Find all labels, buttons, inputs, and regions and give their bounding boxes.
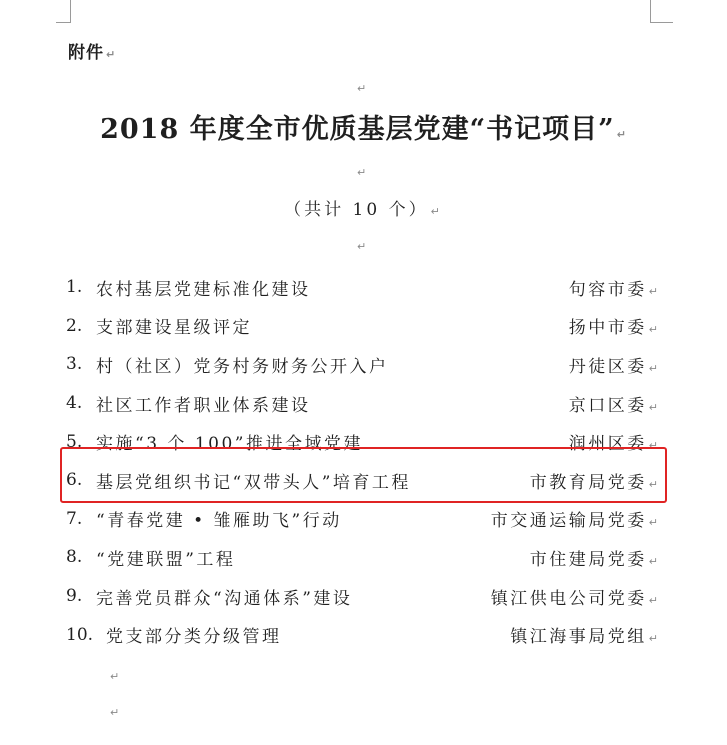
attachment-label-line xyxy=(68,38,116,63)
attachment-label: 附件 xyxy=(68,43,104,63)
paragraph-mark-icon: ↵ xyxy=(430,205,443,218)
item-name: 村（社区）党务村务财务公开入户 xyxy=(96,356,389,377)
project-list xyxy=(66,268,658,654)
item-number: 3. xyxy=(66,354,83,375)
paragraph-mark-icon: ↵ xyxy=(648,477,658,491)
item-name: “党建联盟”工程 xyxy=(96,549,236,570)
paragraph-mark-icon: ↵ xyxy=(648,516,658,530)
list-item xyxy=(66,422,658,461)
paragraph-mark-icon: ↵ xyxy=(648,284,658,298)
item-org: 润州区委 xyxy=(568,434,647,455)
item-number: 6. xyxy=(66,470,83,491)
list-item xyxy=(66,268,658,307)
item-name: 完善党员群众“沟通体系”建设 xyxy=(96,588,353,609)
paragraph-mark-icon: ↵ xyxy=(648,323,658,337)
item-name: 支部建设星级评定 xyxy=(96,318,252,339)
item-org: 市教育局党委 xyxy=(529,472,647,493)
document-title-line xyxy=(0,107,727,146)
list-item xyxy=(66,345,658,384)
list-item xyxy=(66,500,658,539)
paragraph-mark-icon: ↵ xyxy=(357,82,367,95)
paragraph-mark-icon: ↵ xyxy=(616,128,627,141)
list-item xyxy=(66,538,658,577)
paragraph-mark-icon: ↵ xyxy=(648,554,658,568)
list-item xyxy=(66,307,658,346)
item-name: 党支部分类分级管理 xyxy=(106,627,282,648)
paragraph-mark-icon: ↵ xyxy=(648,439,658,453)
item-number: 10. xyxy=(66,624,94,645)
item-org: 句容市委 xyxy=(568,279,647,300)
crop-mark-top-left xyxy=(56,0,71,23)
item-org: 市交通运输局党委 xyxy=(490,511,647,532)
item-name: 农村基层党建标准化建设 xyxy=(96,279,311,300)
list-item-highlighted xyxy=(66,461,658,500)
paragraph-mark-icon: ↵ xyxy=(357,166,367,179)
list-item xyxy=(66,384,658,423)
item-name: 基层党组织书记“双带头人”培育工程 xyxy=(96,472,411,493)
paragraph-mark-icon: ↵ xyxy=(648,361,658,375)
item-name: 社区工作者职业体系建设 xyxy=(96,395,311,416)
item-number: 9. xyxy=(66,586,83,607)
item-number: 4. xyxy=(66,393,83,414)
paragraph-mark-icon: ↵ xyxy=(110,706,120,719)
item-org: 镇江供电公司党委 xyxy=(490,588,647,609)
paragraph-mark-icon: ↵ xyxy=(110,670,120,683)
document-title: 2018 年度全市优质基层党建“书记项目” xyxy=(100,114,615,145)
document-subtitle-line xyxy=(0,195,727,220)
item-number: 7. xyxy=(66,508,83,529)
item-name: 实施“3 个 100”推进全域党建 xyxy=(96,434,363,455)
item-org: 京口区委 xyxy=(568,395,647,416)
document-subtitle: （共计 10 个） xyxy=(284,200,429,220)
item-name: “青春党建 • 雏雁助飞”行动 xyxy=(96,511,342,532)
list-item xyxy=(66,615,658,654)
item-number: 5. xyxy=(66,431,83,452)
item-org: 市住建局党委 xyxy=(529,549,647,570)
item-org: 丹徒区委 xyxy=(568,356,647,377)
item-number: 2. xyxy=(66,315,83,336)
paragraph-mark-icon: ↵ xyxy=(106,48,117,61)
item-number: 1. xyxy=(66,277,83,298)
paragraph-mark-icon: ↵ xyxy=(648,593,658,607)
paragraph-mark-icon: ↵ xyxy=(357,240,367,253)
crop-mark-top-right xyxy=(650,0,673,23)
item-number: 8. xyxy=(66,547,83,568)
paragraph-mark-icon: ↵ xyxy=(648,632,658,646)
paragraph-mark-icon: ↵ xyxy=(648,400,658,414)
item-org: 扬中市委 xyxy=(568,318,647,339)
item-org: 镇江海事局党组 xyxy=(510,627,647,648)
list-item xyxy=(66,577,658,616)
